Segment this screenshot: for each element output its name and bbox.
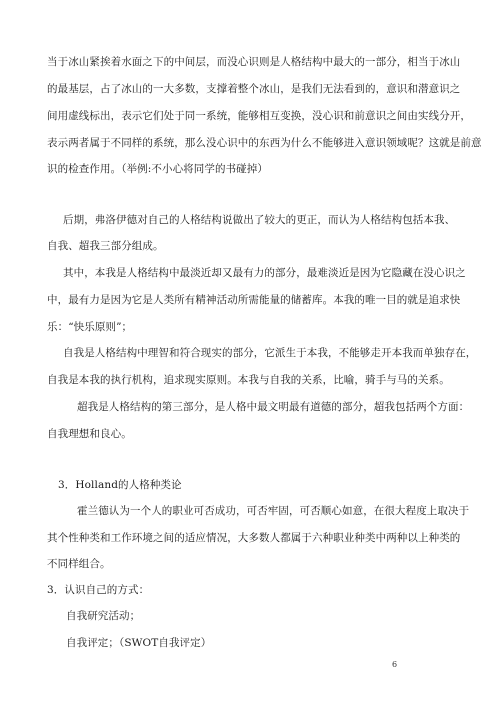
section-heading: 3．Holland的人格种类论	[58, 479, 182, 491]
text-line: 自我评定；（SWOT自我评定）	[66, 637, 212, 649]
text-line: 间用虚线标出，表示它们处于同一系统，能够相互变换，没心识和前意识之间由实线分开，	[47, 110, 471, 122]
section-heading: 3．认识自己的方式：	[47, 584, 150, 596]
text-line: 超我是人格结构的第三部分，是人格中最文明最有道德的部分，超我包括两个方面：	[77, 401, 470, 413]
text-line: 乐：“快乐原则”；	[47, 321, 133, 333]
text-line: 自我研究活动；	[66, 610, 141, 622]
page-number: 6	[392, 660, 398, 669]
text-line: 自我理想和良心。	[47, 428, 132, 440]
text-line: 不同样组合。	[47, 558, 111, 570]
text-line: 自我是本我的执行机构，追求现实原则。本我与自我的关系，比喻，骑手与马的关系。	[47, 374, 450, 386]
text-line: 的最基层，占了冰山的一大多数，支撑着整个冰山，是我们无法看到的，意识和潜意识之	[47, 83, 461, 95]
text-line: 当于冰山紧挨着水面之下的中间层，而没心识则是人格结构中最大的一部分，相当于冰山	[47, 56, 461, 68]
text-line: 自我、超我三部分组成。	[47, 240, 164, 252]
text-line: 后期，弗洛伊德对自己的人格结构说做出了较大的更正，而认为人格结构包括本我、	[63, 214, 456, 226]
text-line: 中，最有力是因为它是人类所有精神活动所需能量的储蓄库。本我的唯一目的就是追求快	[47, 294, 461, 306]
text-line: 识的检查作用。（举例:不小心将同学的书碰掉）	[47, 163, 268, 175]
text-line: 其中，本我是人格结构中最淡近却又最有力的部分，最难淡近是因为它隐藏在没心识之	[63, 267, 466, 279]
text-line: 自我是人格结构中理智和符合现实的部分，它派生于本我，不能够走开本我而单独存在，	[63, 347, 477, 359]
text-line: 表示两者属于不同样的系统，那么没心识中的东西为什么不能够进入意识领域呢？这就是前意	[47, 137, 482, 149]
text-line: 霍兰德认为一个人的职业可否成功，可否牢固，可否顺心如意，在很大程度上取决于	[77, 505, 470, 517]
text-line: 其个性种类和工作环境之间的适应情况，大多数人都属于六种职业种类中两种以上种类的	[47, 532, 461, 544]
